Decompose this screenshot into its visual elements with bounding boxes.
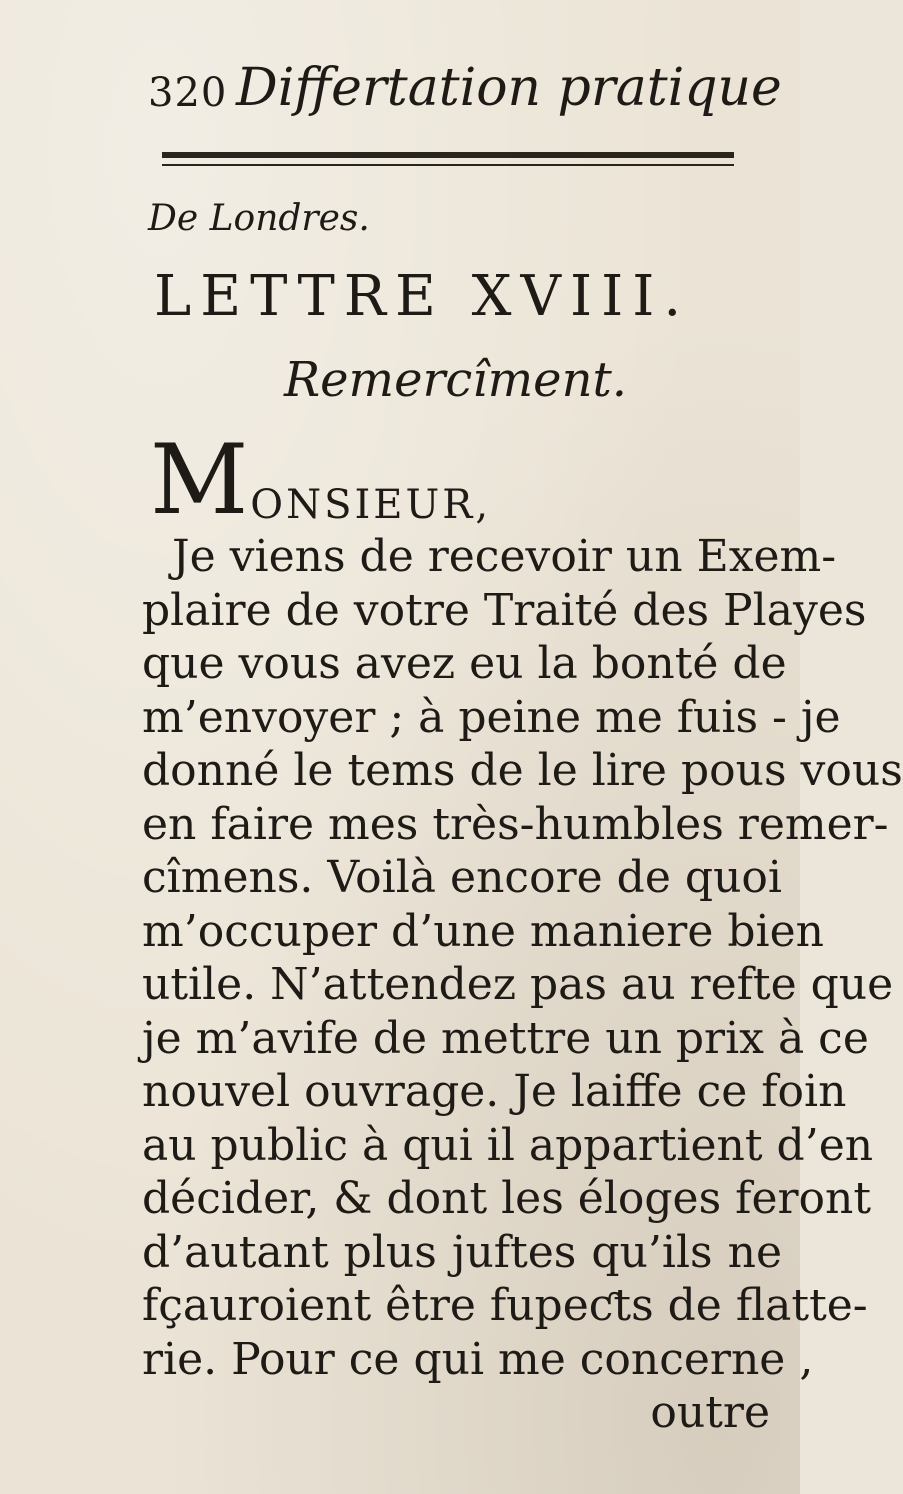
letter-title: LETTRE XVIII. (154, 264, 691, 329)
header-rule-thick (162, 152, 734, 158)
body-line: m’envoyer ; à peine me fuis - je (142, 691, 841, 743)
salutation-text: ONSIEUR, (250, 482, 492, 528)
body-line: en faire mes très-humbles remer- (142, 798, 889, 850)
body-line: plaire de votre Traité des Playes (142, 584, 867, 636)
body-line: utile. N’attendez pas au refte que (142, 959, 894, 1010)
body-line: nouvel ouvrage. Je laiffe ce foin (142, 1066, 847, 1117)
drop-cap: M (150, 424, 249, 536)
letter-body (142, 530, 903, 1440)
body-line: cîmens. Voilà encore de quoi (142, 852, 782, 903)
running-head: Differtation pratique (236, 58, 782, 118)
page-number: 320 (148, 70, 228, 116)
letter-subject: Remercîment. (284, 352, 628, 408)
body-line: que vous avez eu la bonté de (142, 638, 787, 689)
body-line: décider, & dont les éloges feront (142, 1173, 872, 1224)
page-header (148, 58, 782, 138)
salutation (150, 424, 492, 536)
body-line: m’occuper d’une maniere bien (142, 905, 824, 957)
body-line: au public à qui il appartient d’en (142, 1119, 874, 1171)
body-line: je m’avife de mettre un prix à ce (142, 1012, 869, 1064)
body-line: fçauroient être fupeƈts de flatte- (142, 1280, 868, 1331)
body-line: rie. Pour ce qui me concerne , (142, 1333, 814, 1385)
body-line: d’autant plus juftes qu’ils ne (142, 1226, 782, 1278)
body-line: Je viens de recevoir un Exem- (172, 531, 837, 582)
body-line: donné le tems de le lire pous vous (142, 745, 903, 796)
letter-place: De Londres. (148, 198, 370, 239)
catchword: outre (650, 1387, 770, 1438)
header-rule-thin (162, 164, 734, 166)
